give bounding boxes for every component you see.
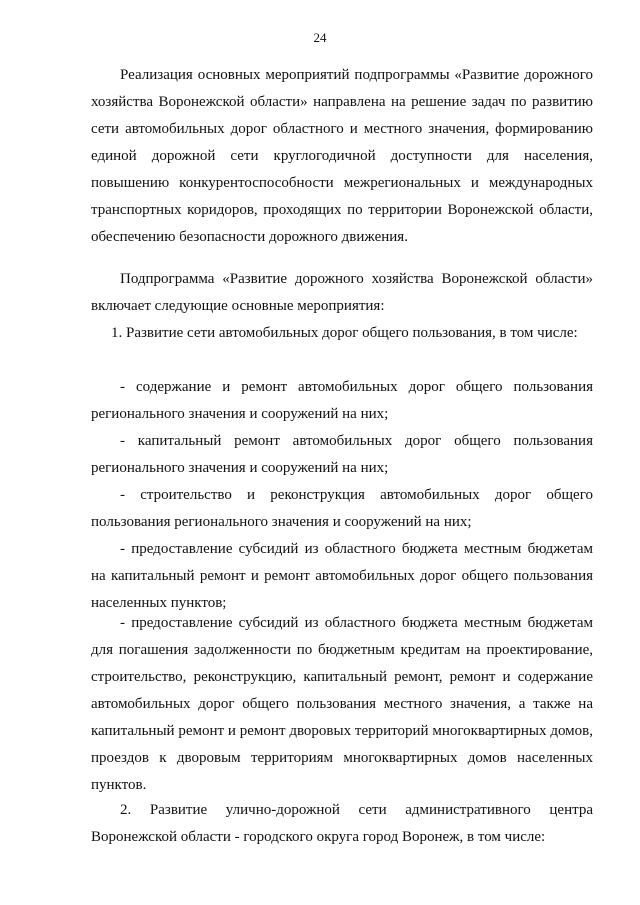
list-bullet-3: - строительство и реконструкция автомобильных дорог общего пользования регионального значения и сооружений на них; xyxy=(91,487,593,530)
list-bullet-1: - содержание и ремонт автомобильных дорог общего пользования регионального значения и сооружений на них; xyxy=(91,379,593,422)
list-bullet-4: - предоставление субсидий из областного бюджета местным бюджетам на капитальный ремонт и ремонт автомобильных дорог общего пользования населенных пунктов; xyxy=(91,541,593,611)
paragraph-intro: Реализация основных мероприятий подпрограммы «Развитие дорожного хозяйства Воронежской области» направлена на решение задач по развитию сети автомобильных дорог областного и местного значения, формированию единой дорожной сети круглогодичной доступности для населения, повышению конкурентоспособности межрегиональных и международных транспортных коридоров, проходящих по территории Воронежской области, обеспечению безопасности дорожного движения. xyxy=(91,67,593,245)
list-bullet-2: - капитальный ремонт автомобильных дорог общего пользования регионального значения и сооружений на них; xyxy=(91,433,593,476)
list-item-1: 1. Развитие сети автомобильных дорог общего пользования, в том числе: xyxy=(111,325,578,341)
list-item-2: 2. Развитие улично-дорожной сети административного центра Воронежской области - городского округа город Воронеж, в том числе: xyxy=(91,802,593,845)
list-bullet-5: - предоставление субсидий из областного бюджета местным бюджетам для погашения задолженности по бюджетным кредитам на проектирование, строительство, реконструкцию, капитальный ремонт, ремонт и содержание автомобильных дорог общего пользования местного значения, а также на капитальный ремонт и ремонт дворовых территорий многоквартирных домов, проездов к дворовым территориям многоквартирных домов населенных пунктов. xyxy=(91,615,593,793)
page-number: 24 xyxy=(313,30,327,45)
paragraph-list-intro: Подпрограмма «Развитие дорожного хозяйства Воронежской области» включает следующие основные мероприятия: xyxy=(91,271,593,314)
